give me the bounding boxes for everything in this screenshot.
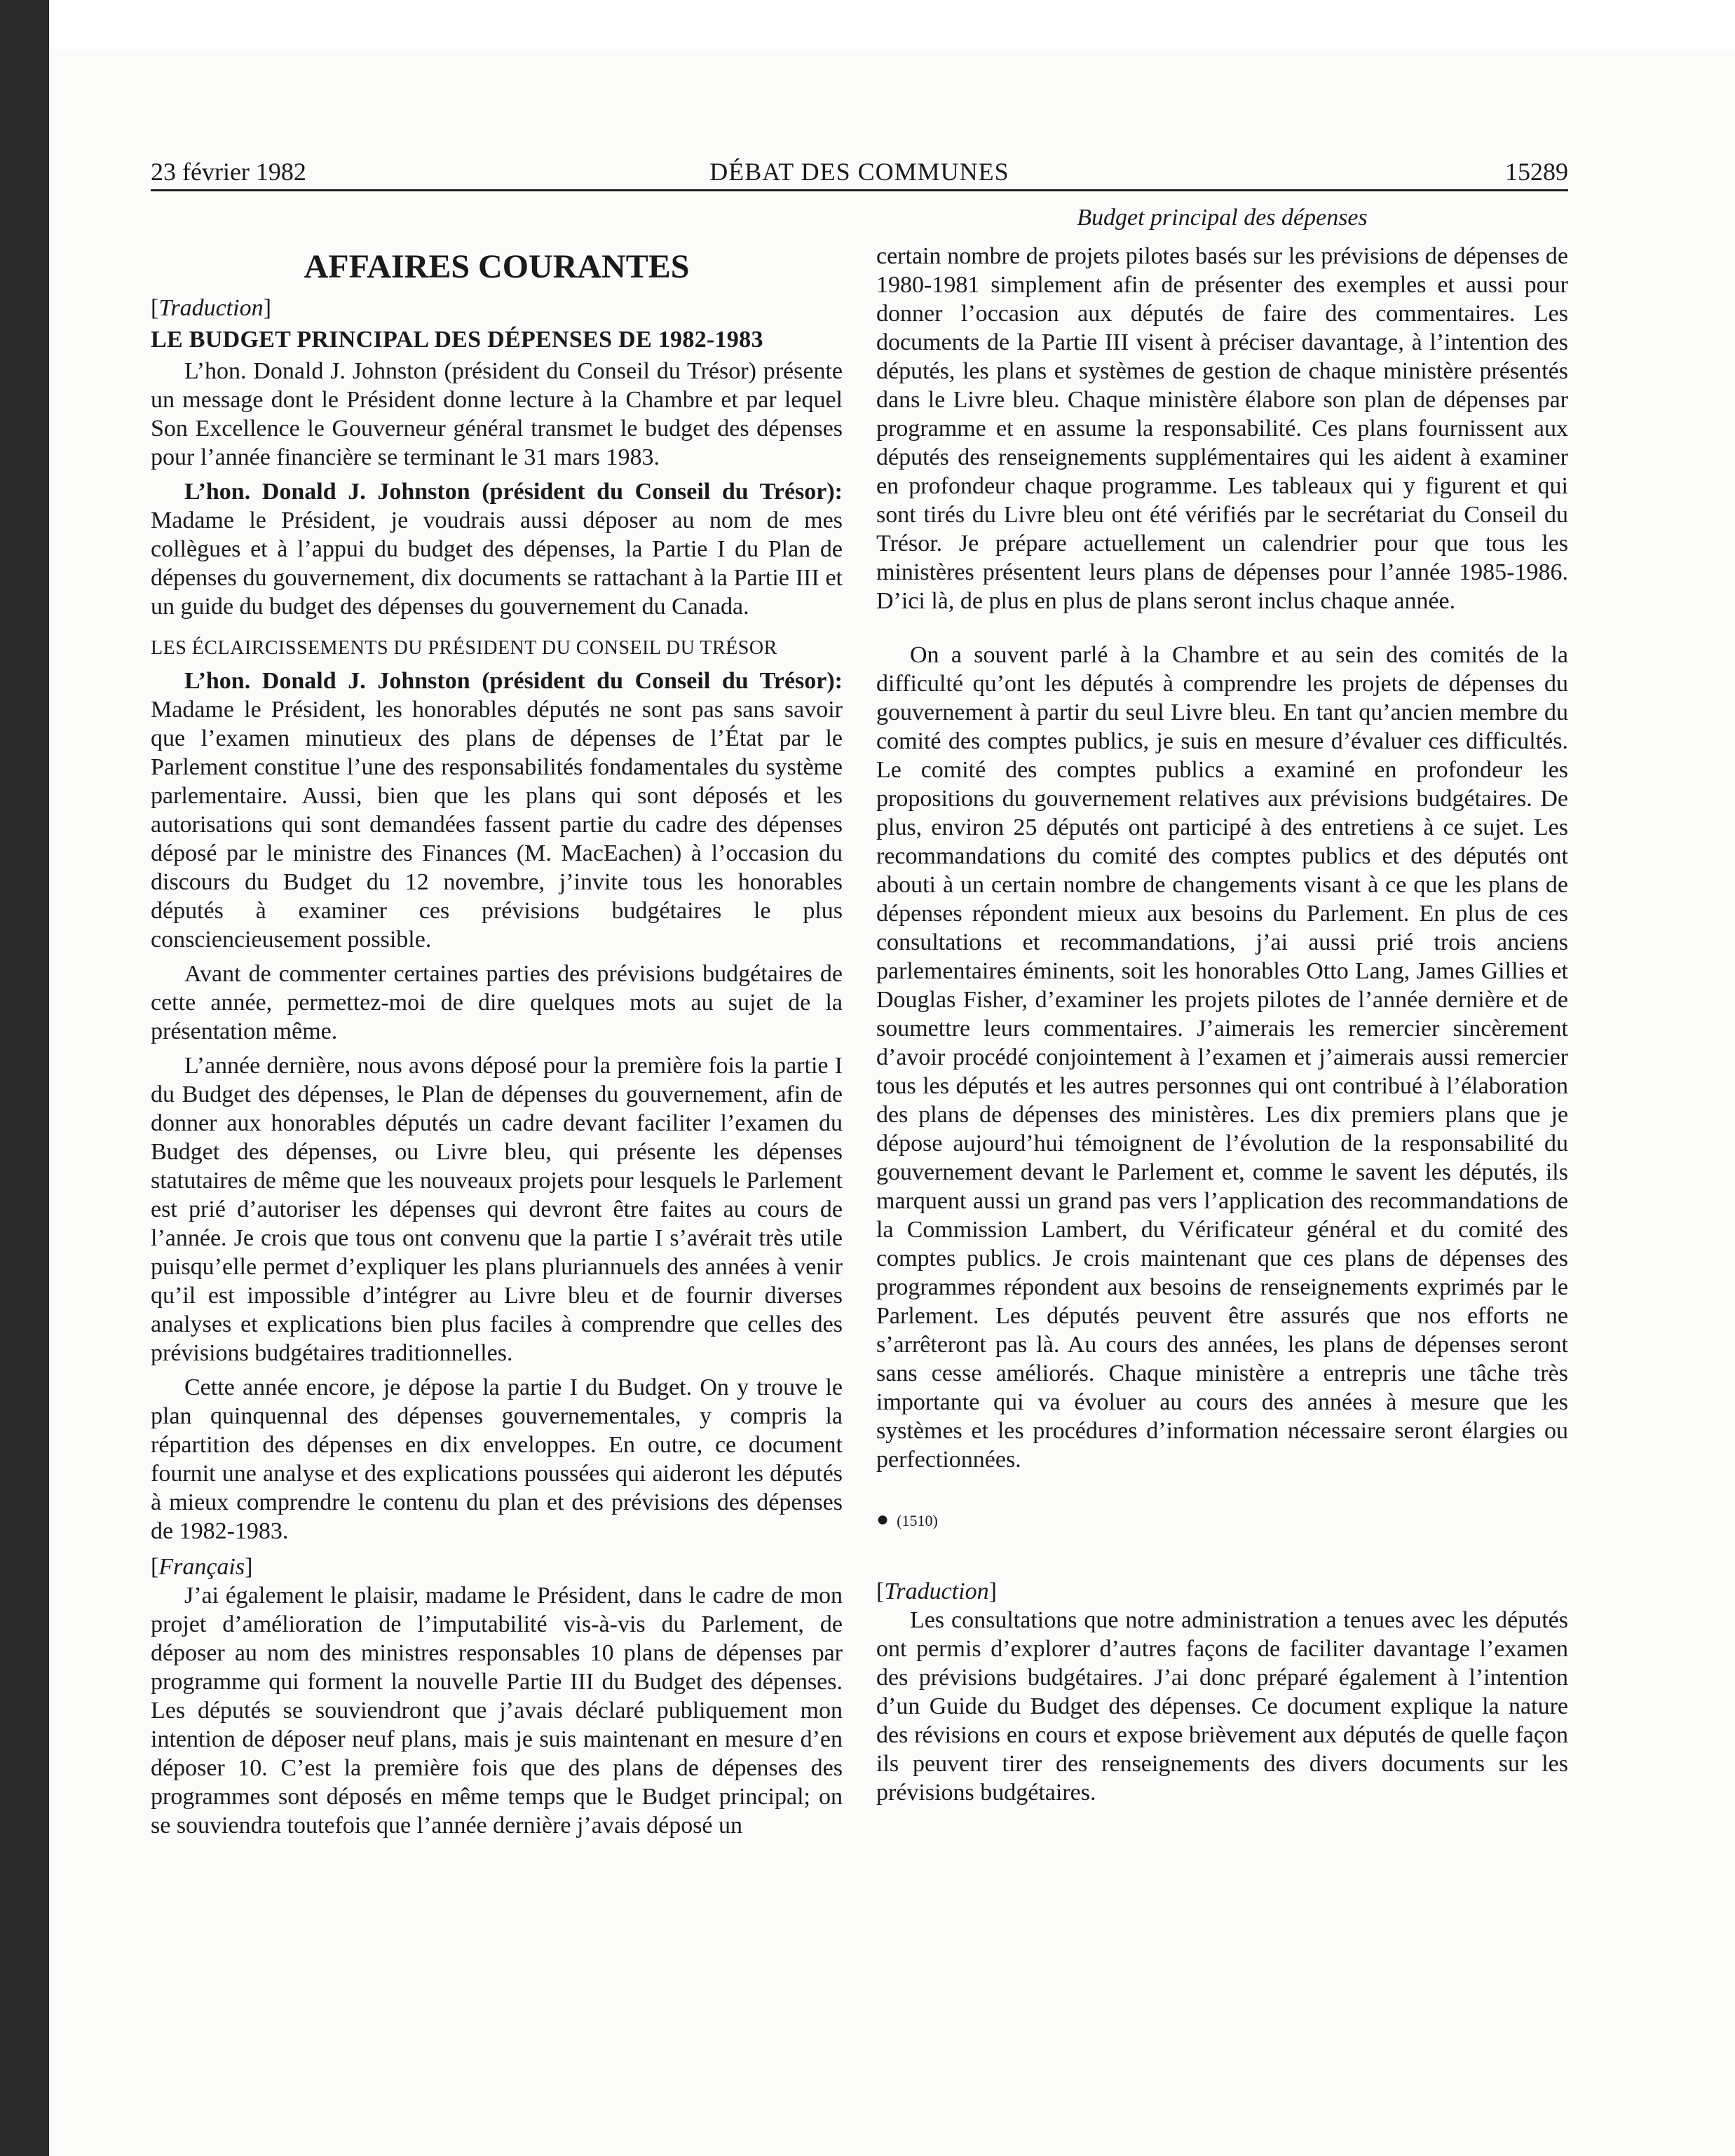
subsection-heading: LES ÉCLAIRCISSEMENTS DU PRÉSIDENT DU CONSEIL DU TRÉSOR [151, 637, 777, 659]
speaker-name: L’hon. Donald J. Johnston (président du Conseil du Trésor): [184, 479, 843, 505]
speaker-name: L’hon. Donald J. Johnston (président du Conseil du Trésor): [184, 668, 843, 694]
paragraph: Avant de commenter certaines parties des prévisions budgétaires de cette année, permettez-moi de dire quelques mots au sujet de la présentation même. [151, 961, 843, 1044]
translation-tag: [Traduction] [151, 295, 271, 321]
section-subheader: Budget principal des dépenses [1077, 205, 1368, 231]
paragraph: J’ai également le plaisir, madame le Président, dans le cadre de mon projet d’amélioration de l’imputabilité vis-à-vis du Parlement, de déposer au nom des ministres responsables 10 plans de dépenses par programme qui forment la nouvelle Partie III du Budget des dépenses. Les députés se souviendront que j’avais déclaré publiquement mon intention de déposer neuf plans, mais je suis maintenant en mesure d’en déposer 10. C’est la première fois que des plans de dépenses des programmes sont déposés en même temps que le Budget principal; on se souviendra toutefois que l’année dernière j’avais déposé un [151, 1583, 843, 1838]
translation-tag: [Traduction] [876, 1578, 997, 1604]
paragraph: certain nombre de projets pilotes basés sur les prévisions de dépenses de 1980-1981 simplement afin de présenter des exemples et aussi pour donner l’occasion aux députés de faire des commentaires. Les documents de la Partie III visent à préciser davantage, à l’intention des députés, les plans et systèmes de gestion de chaque ministère présentés dans le Livre bleu. Chaque ministère élabore son plan de dépenses par programme et en assume la responsabilité. Ces plans fournissent aux députés des renseignements supplémentaires qui les aident à examiner en profondeur chaque programme. Les tableaux qui y figurent et qui sont tirés du Livre bleu ont été vérifiés par le secrétariat du Conseil du Trésor. Je prépare actuellement un calendrier pour que tous les ministères présentent leurs plans de dépenses pour l’année 1985-1986. D’ici là, de plus en plus de plans seront inclus chaque année. [876, 243, 1568, 614]
paragraph: L’année dernière, nous avons déposé pour la première fois la partie I du Budget des dépenses, le Plan de dépenses du gouvernement, afin de donner aux honorables députés un cadre devant faciliter l’examen du Budget des dépenses, ou Livre bleu, qui présente les dépenses statutaires de même que les nouveaux projets pour lesquels le Parlement est prié d’autoriser les dépenses qui devront être faites au cours de l’année. Je crois que tous ont convenu que la partie I s’avérait très utile puisqu’elle permet d’expliquer les plans pluriannuels des années à venir qu’il est impossible d’intégrer au Livre bleu et de fournir diverses analyses et explications bien plus faciles à comprendre que celles des prévisions budgétaires traditionnelles. [151, 1053, 843, 1366]
running-header [151, 153, 1568, 191]
language-tag: [Français] [151, 1554, 253, 1580]
paragraph: L’hon. Donald J. Johnston (président du Conseil du Trésor): Madame le Président, les honorables députés ne sont pas sans savoir que l’examen minutieux des plans de dépenses de l’État par le Parlement constitue l’une des responsabilités fondamentales du système parlementaire. Aussi, bien que les plans qui sont déposés et les autorisations qui sont demandées fassent partie du cadre des dépenses déposé par le ministre des Finances (M. MacEachen) à l’occasion du discours du Budget du 12 novembre, j’invite tous les honorables députés à examiner ces prévisions budgétaires le plus consciencieusement possible. [151, 668, 843, 953]
bullet-icon: ● [876, 1508, 890, 1531]
header-date: 23 février 1982 [151, 158, 306, 186]
section-title: AFFAIRES COURANTES [304, 248, 690, 285]
paragraph: L’hon. Donald J. Johnston (président du Conseil du Trésor) présente un message dont le Président donne lecture à la Chambre et par lequel Son Excellence le Gouverneur général transmet le budget des dépenses pour l’année financière se terminant le 31 mars 1983. [151, 358, 843, 470]
page-number: 15289 [1505, 158, 1568, 186]
header-title: DÉBAT DES COMMUNES [709, 158, 1009, 186]
right-column [876, 242, 1568, 1807]
scan-edge [0, 0, 49, 2156]
paragraph: L’hon. Donald J. Johnston (président du Conseil du Trésor): Madame le Président, je voudrais aussi déposer au nom de mes collègues et à l’appui du budget des dépenses, la Partie I du Plan de dépenses du gouvernement, dix documents se rattachant à la Partie III et un guide du budget des dépenses du gouvernement du Canada. [151, 479, 843, 620]
budget-heading: LE BUDGET PRINCIPAL DES DÉPENSES DE 1982-1983 [151, 327, 763, 353]
paragraph: On a souvent parlé à la Chambre et au sein des comités de la difficulté qu’ont les députés à comprendre les projets de dépenses du gouvernement à partir du seul Livre bleu. En tant qu’ancien membre du comité des comptes publics, je suis en mesure d’évaluer ces difficultés. Le comité des comptes publics a examiné en profondeur les propositions du gouvernement relatives aux prévisions budgétaires. De plus, environ 25 députés ont participé à des entretiens à ce sujet. Les recommandations du comité des comptes publics et des députés ont abouti à un certain nombre de changements visant à ce que les plans de dépenses répondent mieux aux besoins du Parlement. En plus de ces consultations et recommandations, j’ai aussi prié trois anciens parlementaires éminents, soit les honorables Otto Lang, James Gillies et Douglas Fisher, d’examiner les projets pilotes de l’année dernière et de soumettre leurs commentaires. J’aimerais les remercier sincèrement d’avoir procédé conjointement à l’examen et j’aimerais aussi remercier tous les députés et les autres personnes qui ont contribué à l’élaboration des plans de dépenses des ministères. Les dix premiers plans que je dépose aujourd’hui témoignent de l’évolution de la responsabilité du gouvernement devant le Parlement et, comme le savent les députés, ils marquent aussi un grand pas vers l’application des recommandations de la Commission Lambert, du Vérificateur général et du comité des comptes publics. Je crois maintenant que ces plans de dépenses des programmes répondent aux besoins de renseignements exprimés par le Parlement. Les députés peuvent être assurés que nos efforts ne s’arrêteront pas là. Au cours des années, les plans de dépenses seront sans cesse améliorés. Chaque ministère a entrepris une tâche très importante qui va évoluer au cours des années à mesure que les systèmes et les procédures d’information nécessaire seront élargies ou perfectionnées. [876, 642, 1568, 1473]
left-column [151, 242, 843, 1840]
paragraph: Les consultations que notre administration a tenues avec les députés ont permis d’explorer d’autres façons de faciliter davantage l’examen des prévisions budgétaires. J’ai donc préparé également à l’intention d’un Guide du Budget des dépenses. Ce document explique la nature des révisions en cours et expose brièvement aux députés de quelle façon ils peuvent tirer des renseignements des divers documents sur les prévisions budgétaires. [876, 1607, 1568, 1806]
time-marker: ● (1510) [876, 1508, 938, 1531]
paragraph: Cette année encore, je dépose la partie I du Budget. On y trouve le plan quinquennal des dépenses gouvernementales, y compris la répartition des dépenses en dix enveloppes. En outre, ce document fournit une analyse et des explications poussées qui aideront les députés à mieux comprendre le contenu du plan et des prévisions des dépenses de 1982-1983. [151, 1374, 843, 1544]
